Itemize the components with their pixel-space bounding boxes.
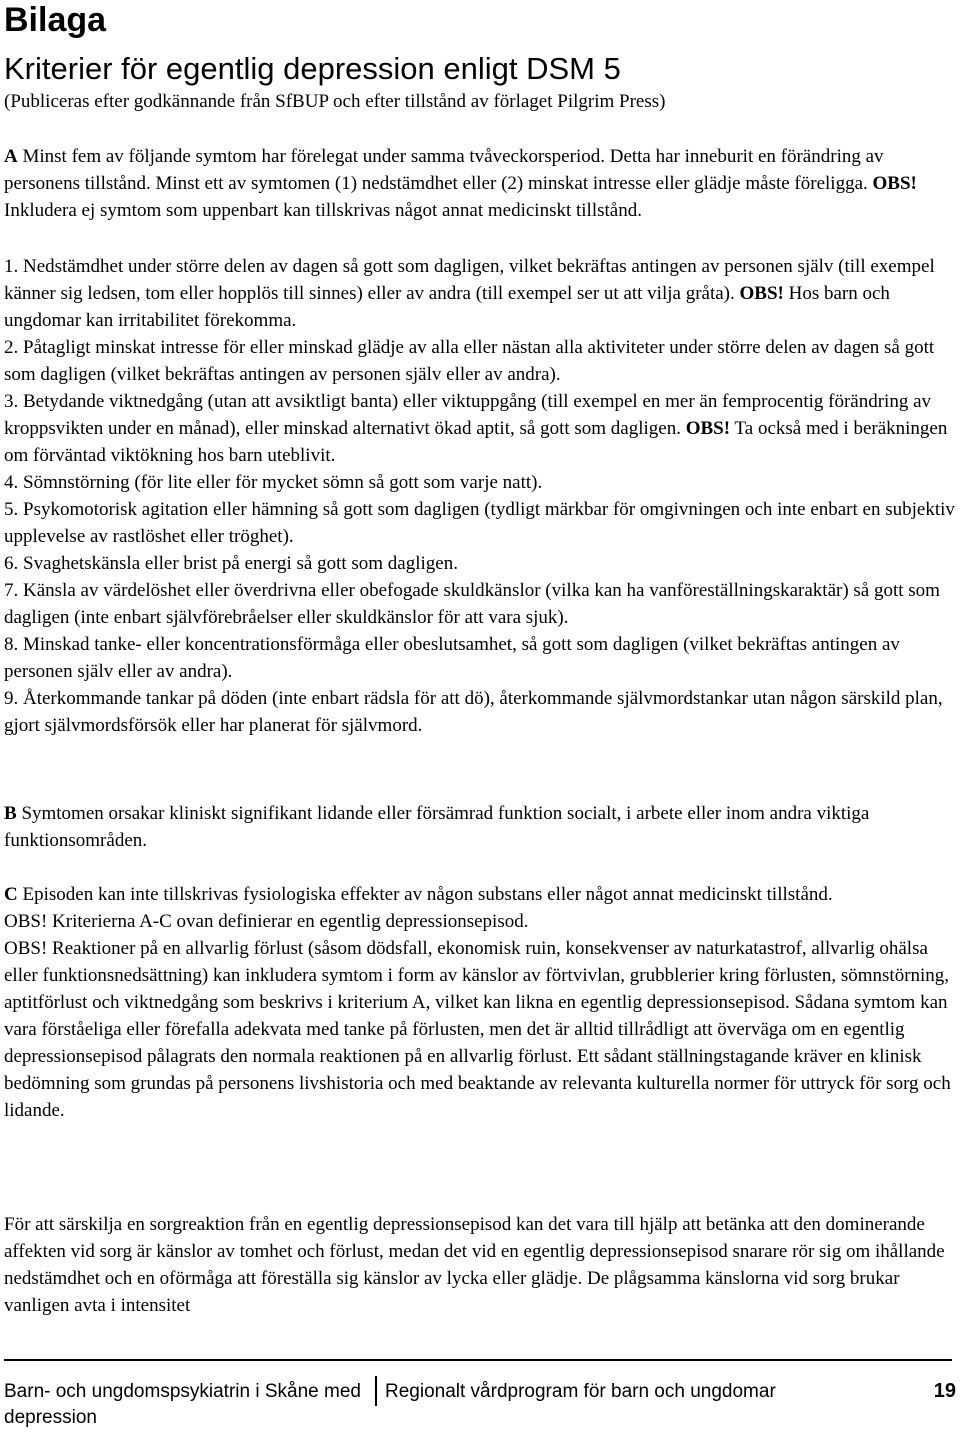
criterion-c-text: Episoden kan inte tillskrivas fysiologiska effekter av någon substans eller något annat medicinskt tillstånd. xyxy=(17,884,833,905)
symptom-item: 4. Sömnstörning (för lite eller för mycket sömn så gott som varje natt). xyxy=(4,472,543,493)
symptom-item: 1. Nedstämdhet under större delen av dagen så gott som dagligen, vilket bekräftas antingen av personen själv (till exempel känner sig ledsen, tom eller hopplös till sinnes) eller av andra (till exempel ser ut att vilja gråta). OBS! Hos barn och ungdomar kan irritabilitet förekomma. xyxy=(4,256,935,331)
publication-note: (Publiceras efter godkännande från SfBUP och efter tillstånd av förlaget Pilgrim Press) xyxy=(4,91,666,112)
section-heading: Bilaga xyxy=(4,1,107,39)
criterion-b-letter: B xyxy=(4,803,17,824)
criterion-a-obs: OBS! xyxy=(872,173,917,194)
page-title: Kriterier för egentlig depression enligt DSM 5 xyxy=(4,51,621,86)
symptom-item: 9. Återkommande tankar på döden (inte enbart rädsla för att dö), återkommande självmordstankar utan någon särskild plan, gjort självmordsförsök eller har planerat för självmord. xyxy=(4,688,943,736)
criterion-a-letter: A xyxy=(4,146,18,167)
symptom-item: 8. Minskad tanke- eller koncentrationsförmåga eller obeslutsamhet, så gott som dagligen (vilket bekräftas antingen av personen själv eller av andra). xyxy=(4,634,900,682)
criterion-c-letter: C xyxy=(4,884,18,905)
footer-organization: Barn- och ungdomspsykiatrin i Skåne med depression xyxy=(4,1381,361,1428)
grief-paragraph: För att särskilja en sorgreaktion från en egentlig depressionsepisod kan det vara till hjälp att betänka att den dominerande affekten vid sorg är känslor av tomhet och förlust, medan det vid en egentlig depressionsepisod snarare rör sig om ihållande nedstämdhet och en oförmåga att föreställa sig känslor av lycka eller glädje. De plågsamma känslorna vid sorg brukar vanligen avta i intensitet xyxy=(4,1214,945,1316)
criterion-c-and-notes xyxy=(4,881,958,1124)
criterion-b-text: Symtomen orsakar kliniskt signifikant lidande eller försämrad funktion socialt, i arbete eller inom andra viktiga funktionsområden. xyxy=(4,803,870,851)
footer-program-title: Regionalt vårdprogram för barn och ungdomar xyxy=(385,1381,776,1402)
symptom-item: 5. Psykomotorisk agitation eller hämning så gott som dagligen (tydligt märkbar för omgivningen och inte enbart en subjektiv upplevelse av rastlöshet eller tröghet). xyxy=(4,499,955,547)
criterion-b xyxy=(4,800,958,854)
note-definition: OBS! Kriterierna A-C ovan definierar en egentlig depressionsepisod. xyxy=(4,911,529,932)
page-number: 19 xyxy=(933,1380,956,1402)
footer-divider xyxy=(4,1359,952,1361)
note-bereavement: OBS! Reaktioner på en allvarlig förlust (såsom dödsfall, ekonomisk ruin, konsekvenser av naturkatastrof, allvarlig ohälsa eller funktionsnedsättning) kan inkludera symtom i form av känslor av förtvivlan, grubblerier kring förlusten, sömnstörning, aptitförlust och viktnedgång som beskrivs i kriterium A, vilket kan likna en egentlig depressionsepisod. Sådana symtom kan vara förståeliga eller förefalla adekvata med tanke på förlusten, men det är alltid tillrådligt att överväga om en egentlig depressionsepisod pålagrats den normala reaktionen på en allvarlig förlust. Ett sådant ställningstagande kräver en klinisk bedömning som grundas på personens livshistoria och med beaktande av relevanta kulturella normer för uttryck för sorg och lidande. xyxy=(4,938,951,1121)
symptom-item: 7. Känsla av värdelöshet eller överdrivna eller obefogade skuldkänslor (vilka kan ha vanföreställningskaraktär) så gott som dagligen (inte enbart självförebråelser eller skuldkänslor för att vara sjuk). xyxy=(4,580,940,628)
criterion-a-text-cont: Inkludera ej symtom som uppenbart kan tillskrivas något annat medicinskt tillstånd. xyxy=(4,200,642,221)
symptom-list xyxy=(4,253,958,739)
criterion-a xyxy=(4,143,958,224)
symptom-item: 2. Påtagligt minskat intresse för eller minskad glädje av alla eller nästan alla aktiviteter under större delen av dagen så gott som dagligen (vilket bekräftas antingen av personen själv eller av andra). xyxy=(4,337,935,385)
symptom-item: 3. Betydande viktnedgång (utan att avsiktligt banta) eller viktuppgång (till exempel en mer än femprocentig förändring av kroppsvikten under en månad), eller minskad alternativt ökad aptit, så gott som dagligen. OBS! Ta också med i beräkningen om förväntad viktökning hos barn uteblivit. xyxy=(4,391,948,466)
symptom-item: 6. Svaghetskänsla eller brist på energi så gott som dagligen. xyxy=(4,553,458,574)
criterion-a-text: Minst fem av följande symtom har förelegat under samma tvåveckorsperiod. Detta har inneburit en förändring av personens tillstånd. Minst ett av symtomen (1) nedstämdhet eller (2) minskat intresse eller glädje måste föreligga. xyxy=(4,146,884,194)
footer-separator xyxy=(375,1376,377,1406)
